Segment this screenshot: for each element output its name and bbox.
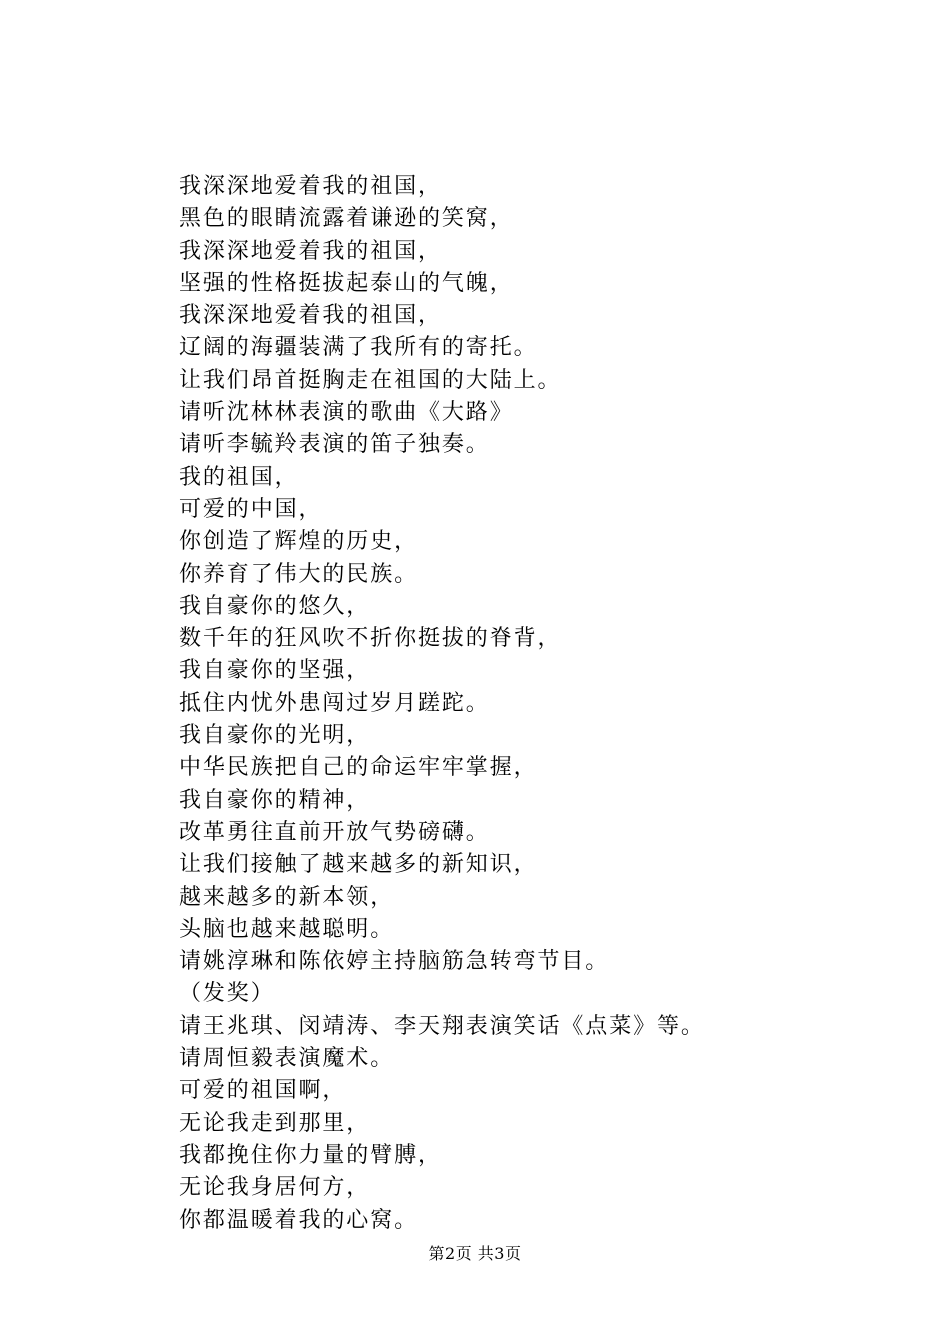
text-line: 请姚淳琳和陈依婷主持脑筋急转弯节目。 [179, 949, 610, 975]
text-line: 请听李毓羚表演的笛子独奏。 [179, 432, 490, 458]
text-line: 让我们接触了越来越多的新知识， [179, 852, 538, 878]
text-line: 请听沈林林表演的歌曲《大路》 [179, 400, 514, 426]
text-line: 无论我走到那里， [179, 1110, 371, 1136]
text-line: （发奖） [179, 981, 275, 1007]
text-line: 中华民族把自己的命运牢牢掌握， [179, 755, 538, 781]
text-line: 我自豪你的光明， [179, 723, 371, 749]
text-line: 我深深地爱着我的祖国， [179, 174, 442, 199]
text-line: 请周恒毅表演魔术。 [179, 1046, 395, 1072]
text-line: 你养育了伟大的民族。 [179, 561, 419, 587]
text-line: 我自豪你的精神， [179, 787, 371, 813]
text-line: 改革勇往直前开放气势磅礴。 [179, 819, 490, 845]
text-line: 坚强的性格挺拔起泰山的气魄， [179, 270, 514, 296]
text-line: 请王兆琪、闵靖涛、李天翔表演笑话《点菜》等。 [179, 1013, 705, 1039]
text-line: 数千年的狂风吹不折你挺拔的脊背， [179, 626, 562, 652]
text-line: 头脑也越来越聪明。 [179, 916, 395, 942]
text-line: 可爱的祖国啊， [179, 1078, 347, 1104]
poem-body [179, 171, 919, 1237]
text-line: 辽阔的海疆装满了我所有的寄托。 [179, 335, 538, 361]
text-line: 黑色的眼睛流露着谦逊的笑窝， [179, 206, 514, 232]
text-line: 我都挽住你力量的臂膊， [179, 1142, 442, 1168]
text-line: 我深深地爱着我的祖国， [179, 238, 442, 264]
text-line: 让我们昂首挺胸走在祖国的大陆上。 [179, 367, 562, 393]
text-line: 你都温暖着我的心窝。 [179, 1207, 419, 1233]
text-line: 可爱的中国， [179, 496, 323, 522]
text-line: 无论我身居何方， [179, 1175, 371, 1201]
text-line: 我的祖国， [179, 464, 299, 490]
text-line: 我深深地爱着我的祖国， [179, 303, 442, 329]
text-line: 抵住内忧外患闯过岁月蹉跎。 [179, 690, 490, 716]
text-line: 越来越多的新本领， [179, 884, 395, 910]
page-number-footer: 第2页 共3页 [428, 1244, 522, 1263]
text-line: 我自豪你的悠久， [179, 593, 371, 619]
text-line: 我自豪你的坚强， [179, 658, 371, 684]
text-line: 你创造了辉煌的历史， [179, 529, 419, 555]
